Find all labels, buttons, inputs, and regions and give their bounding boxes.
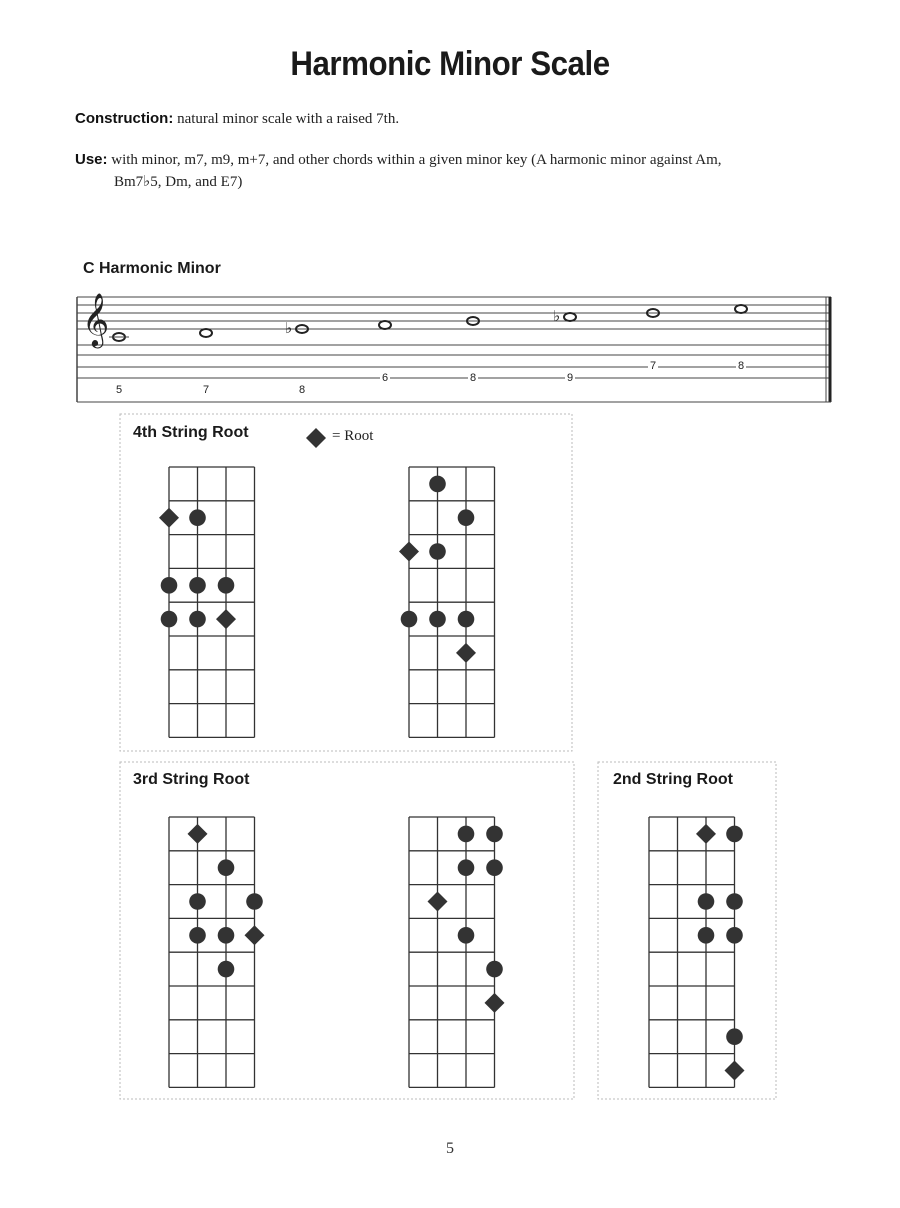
fretboard-diagram	[399, 467, 495, 737]
scale-note-dot	[161, 577, 178, 594]
root-diamond-icon	[216, 609, 236, 629]
box-4th-string-root	[120, 414, 572, 751]
scale-note-dot	[429, 543, 446, 560]
scale-note-dot	[486, 826, 503, 843]
root-diamond-icon	[725, 1061, 745, 1081]
scale-note-dot	[486, 961, 503, 978]
fretboard-diagram	[159, 467, 255, 737]
scale-note-dot	[698, 893, 715, 910]
tab-fret-number: 8	[298, 384, 306, 396]
page-number: 5	[446, 1140, 454, 1157]
page-title: Harmonic Minor Scale	[290, 45, 610, 83]
root-diamond-icon	[399, 542, 419, 562]
scale-note-dot	[218, 859, 235, 876]
scale-note-dot	[189, 893, 206, 910]
scale-title: C Harmonic Minor	[83, 260, 221, 277]
tab-fret-number: 8	[737, 360, 745, 372]
scale-note-dot	[726, 927, 743, 944]
use-label: Use:	[75, 151, 108, 168]
flat-icon: ♭	[285, 319, 293, 337]
section-title-3rd: 3rd String Root	[133, 771, 250, 788]
scale-note-dot	[726, 826, 743, 843]
section-title-2nd: 2nd String Root	[613, 771, 733, 788]
scale-note-dot	[189, 927, 206, 944]
scale-note-dot	[458, 927, 475, 944]
section-title-4th: 4th String Root	[133, 424, 249, 441]
scale-note-dot	[218, 927, 235, 944]
box-3rd-string-root	[120, 762, 574, 1099]
scale-note-dot	[401, 611, 418, 628]
tab-fret-number: 7	[649, 360, 657, 372]
scale-note-dot	[429, 476, 446, 493]
scale-note-dot	[218, 577, 235, 594]
scale-note-dot	[458, 611, 475, 628]
fretboard-diagram	[409, 817, 505, 1087]
scale-note-dot	[246, 893, 263, 910]
tab-fret-number: 5	[115, 384, 123, 396]
root-diamond-icon	[456, 643, 476, 663]
scale-note-dot	[458, 859, 475, 876]
use-text-line2: Bm7♭5, Dm, and E7)	[114, 174, 243, 190]
flat-icon: ♭	[553, 307, 561, 325]
scale-note-dot	[161, 611, 178, 628]
box-2nd-string-root	[598, 762, 776, 1099]
scale-note-dot	[458, 509, 475, 526]
scale-note-dot	[429, 611, 446, 628]
scale-note-dot	[189, 509, 206, 526]
scale-note-dot	[726, 893, 743, 910]
scale-note-dot	[726, 1028, 743, 1045]
treble-clef-icon: 𝄞	[82, 292, 110, 346]
scale-note-dot	[486, 859, 503, 876]
diamond-icon	[306, 428, 326, 448]
tab-fret-number: 9	[566, 372, 574, 384]
root-diamond-icon	[485, 993, 505, 1013]
scale-note-dot	[218, 961, 235, 978]
fretboard-diagram	[649, 817, 745, 1087]
root-diamond-icon	[188, 824, 208, 844]
construction-text: natural minor scale with a raised 7th.	[177, 111, 400, 127]
root-diamond-icon	[696, 824, 716, 844]
construction-label: Construction:	[75, 110, 174, 127]
scale-note-dot	[458, 826, 475, 843]
root-diamond-icon	[245, 925, 265, 945]
tab-fret-number: 8	[469, 372, 477, 384]
legend-diamond	[306, 428, 326, 448]
root-diamond-icon	[428, 892, 448, 912]
scale-note-dot	[189, 577, 206, 594]
tab-fret-number: 7	[202, 384, 210, 396]
fretboard-diagram	[169, 817, 265, 1087]
use-text-line1: with minor, m7, m9, m+7, and other chords within a given minor key (A harmonic minor against Am,	[111, 152, 722, 168]
scale-note-dot	[698, 927, 715, 944]
root-diamond-icon	[159, 508, 179, 528]
scale-note-dot	[189, 611, 206, 628]
legend-text: = Root	[332, 428, 374, 444]
tab-fret-number: 6	[381, 372, 389, 384]
